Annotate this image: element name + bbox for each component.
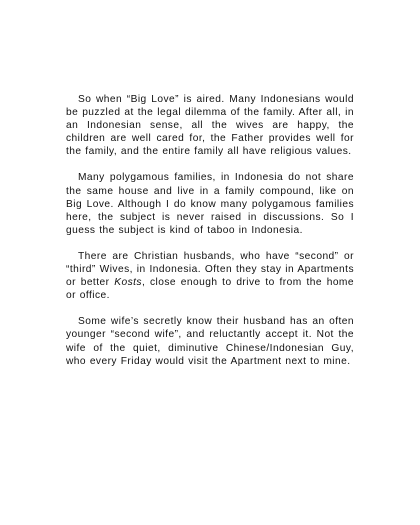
paragraph-3-text-b: , close enough to drive to from the home or office. bbox=[66, 277, 354, 302]
paragraph-4 bbox=[66, 315, 354, 367]
paragraph-4-text: Some wife’s secretly know their husband has an often younger “second wife”, and reluctantly accept it. Not the wife of the quiet, diminutive Chinese/Indonesian Guy, who every Friday would visit the Apartment next to mine. bbox=[66, 316, 354, 367]
paragraph-3-text-a: There are Christian husbands, who have “second” or “third” Wives, in Indonesia. Often they stay in Apartments or better bbox=[66, 250, 354, 289]
paragraph-3-italic-term: Kosts bbox=[114, 277, 142, 289]
paragraph-2-text: Many polygamous families, in Indonesia do not share the same house and live in a family compound, like on Big Love. Although I do know many polygamous families here, the subject is never raised in discussions. So I guess the subject is kind of taboo in Indonesia. bbox=[66, 172, 354, 236]
paragraph-3 bbox=[66, 250, 354, 302]
paragraph-1 bbox=[66, 93, 354, 158]
paragraph-1-text: So when “Big Love” is aired. Many Indonesians would be puzzled at the legal dilemma of the family. After all, in an Indonesian sense, all the wives are happy, the children are well cared for, the Father provides well for the family, and the entire family all have religious values. bbox=[66, 94, 354, 158]
document-body bbox=[66, 93, 354, 381]
paragraph-2 bbox=[66, 171, 354, 236]
